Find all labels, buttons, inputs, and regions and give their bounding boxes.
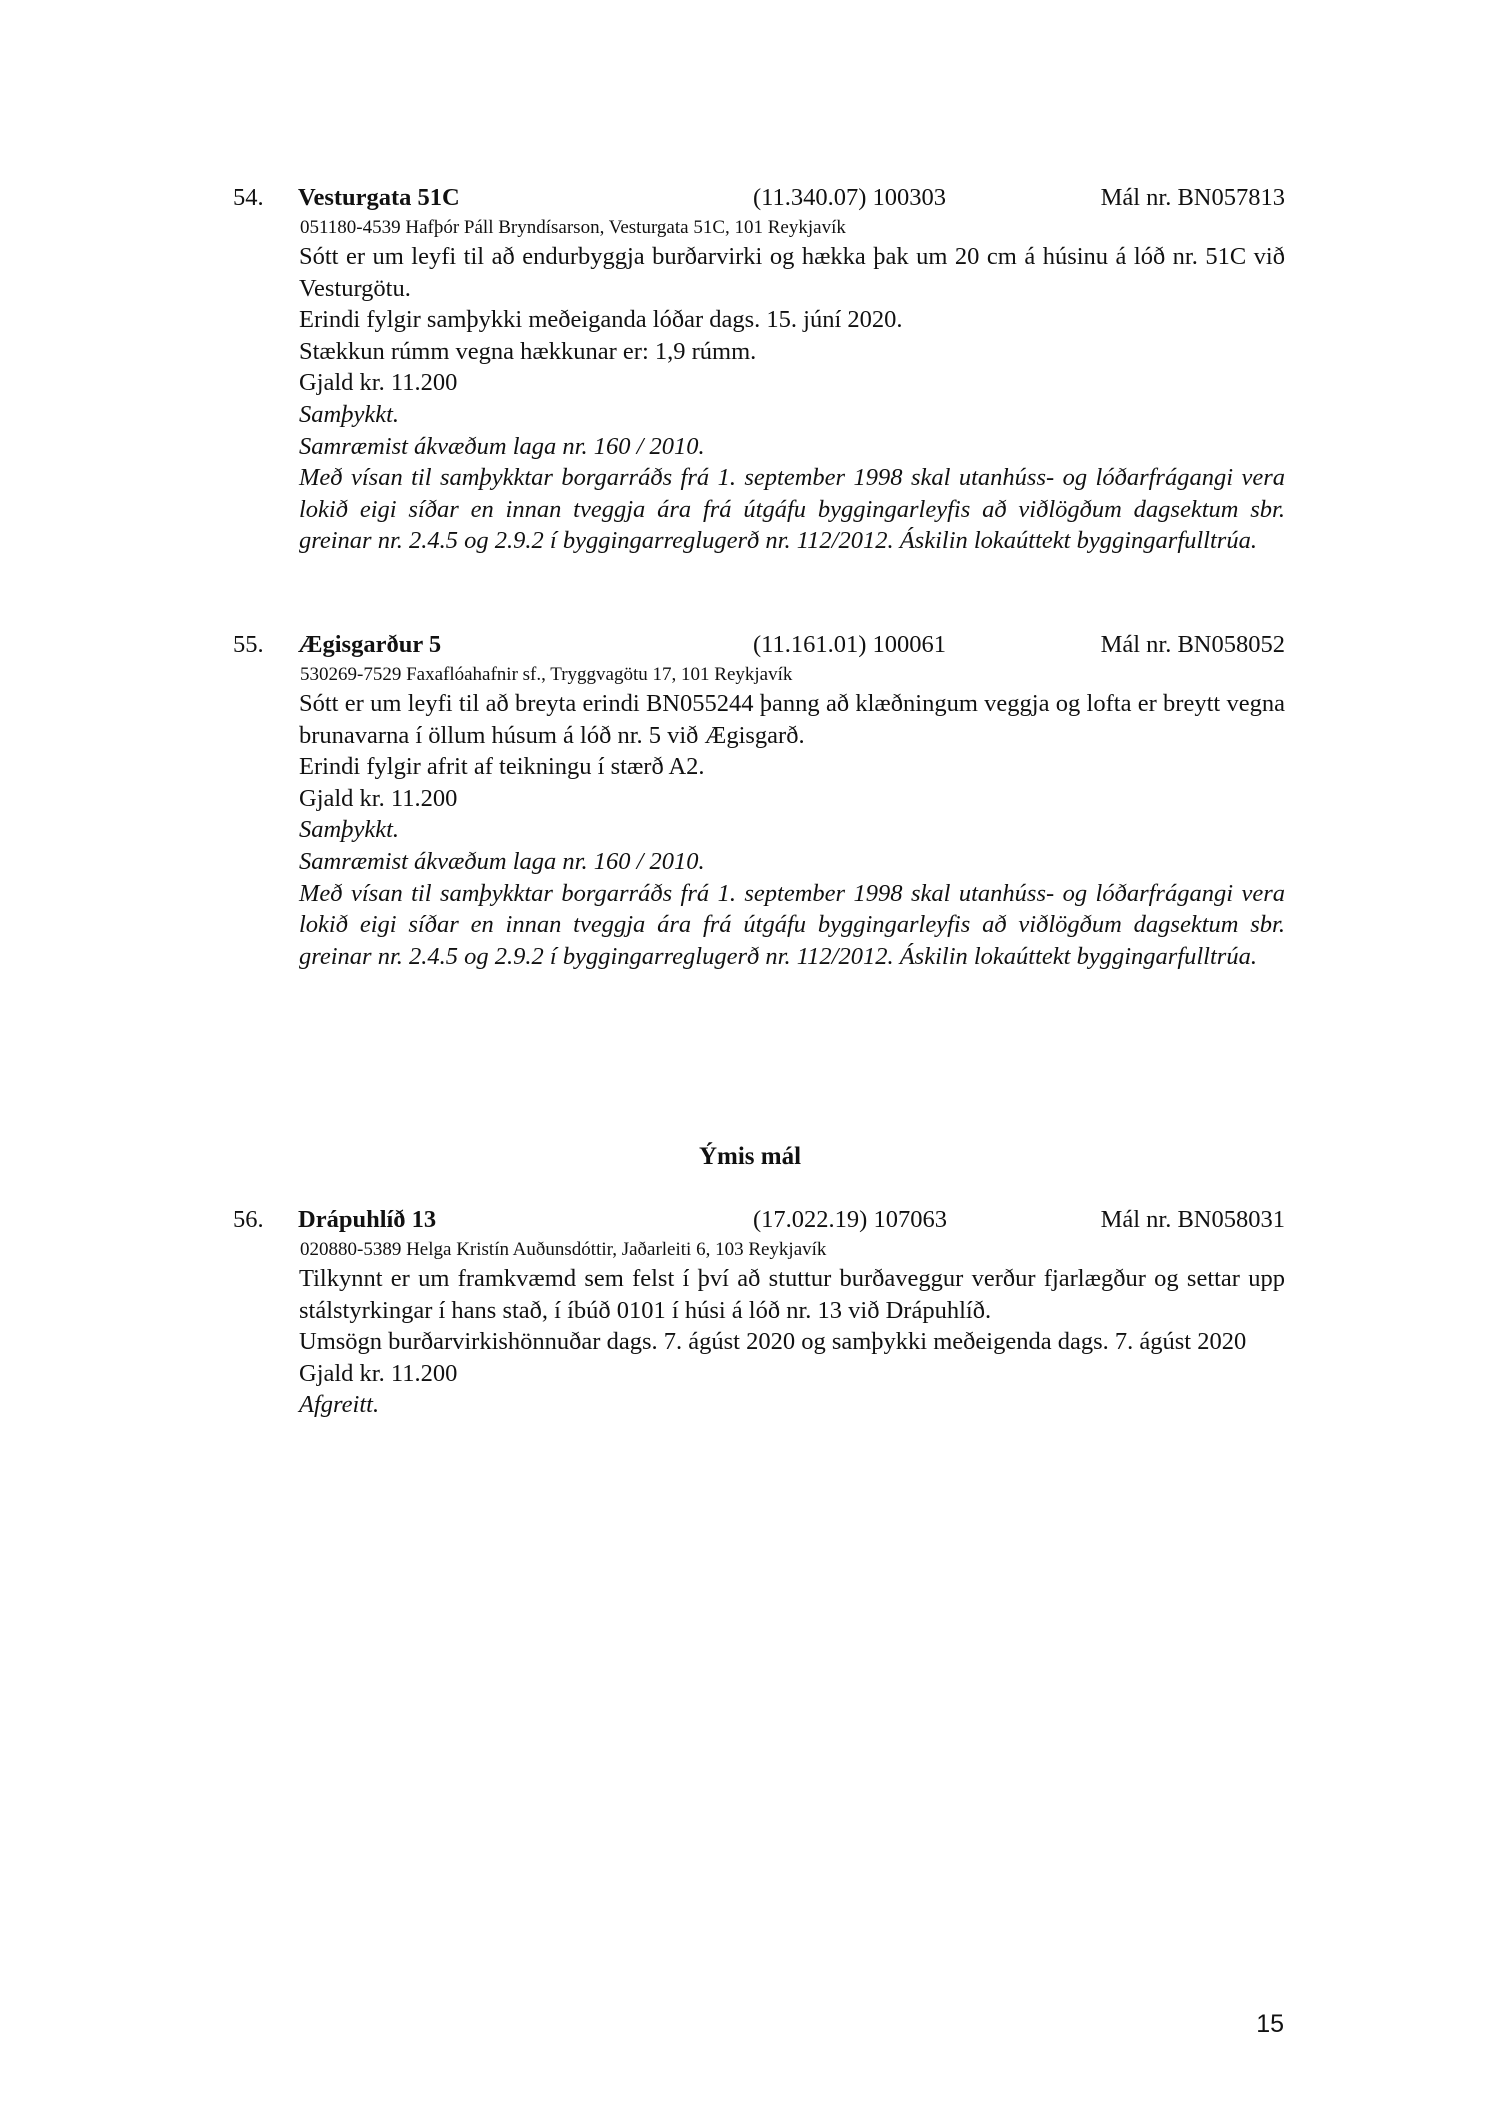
case-decision: Samþykkt.: [299, 400, 399, 428]
case-conditions: Með vísan til samþykktar borgarráðs frá 1. september 1998 skal utanhúss- og lóðarfrágangi vera lokið eigi síðar en innan tveggja ára frá útgáfu byggingarleyfis að viðlögðum dagsektum sbr. greinar nr. 2.4.5 og 2.9.2 í byggingarreglugerð nr. 112/2012. Áskilin lokaúttekt byggingarfulltrúa.: [299, 879, 1285, 970]
case-enlargement: Stækkun rúmm vegna hækkunar er: 1,9 rúmm.: [299, 337, 757, 365]
case-parcel-id: (11.161.01) 100061: [753, 631, 947, 658]
case-number: 56.: [233, 1206, 264, 1233]
case-applicant: 051180-4539 Hafþór Páll Bryndísarson, Vesturgata 51C, 101 Reykjavík: [300, 217, 846, 238]
case-address: Drápuhlíð 13: [298, 1206, 437, 1233]
case-law-conformity: Samræmist ákvæðum laga nr. 160 / 2010.: [299, 432, 705, 460]
case-header: [233, 181, 1285, 215]
case-54: [233, 181, 1285, 557]
case-parcel-id: (17.022.19) 107063: [753, 1206, 947, 1233]
case-fee: Gjald kr. 11.200: [299, 1359, 458, 1387]
case-56: [233, 1203, 1285, 1421]
case-decision: Samþykkt.: [299, 816, 399, 844]
case-body: [299, 241, 1285, 557]
case-address: Ægisgarður 5: [298, 631, 442, 658]
case-number: 54.: [233, 184, 264, 211]
case-fee: Gjald kr. 11.200: [299, 784, 458, 812]
case-header: [233, 628, 1285, 662]
case-description: Sótt er um leyfi til að endurbyggja burðarvirki og hækka þak um 20 cm á húsinu á lóð nr. 51C við Vesturgötu.: [299, 243, 1285, 302]
case-description: Sótt er um leyfi til að breyta erindi BN055244 þanng að klæðningum veggja og lofta er breytt vegna brunavarna í öllum húsum á lóð nr. 5 við Ægisgarð.: [299, 690, 1285, 749]
section-heading: Ýmis mál: [698, 1143, 802, 1170]
case-applicant: 530269-7529 Faxaflóahafnir sf., Tryggvagötu 17, 101 Reykjavík: [300, 664, 793, 685]
case-address: Vesturgata 51C: [298, 184, 460, 211]
case-applicant: 020880-5389 Helga Kristín Auðunsdóttir, Jaðarleiti 6, 103 Reykjavík: [300, 1239, 827, 1260]
case-body: [299, 1263, 1285, 1421]
page-number: 15: [1256, 2010, 1284, 2038]
case-reference: Mál nr. BN058052: [1100, 631, 1285, 658]
case-fee: Gjald kr. 11.200: [299, 369, 458, 397]
case-attachments: Umsögn burðarvirkishönnuðar dags. 7. ágúst 2020 og samþykki meðeigenda dags. 7. ágúst 2020: [299, 1328, 1247, 1356]
case-decision: Afgreitt.: [299, 1391, 380, 1419]
case-55: [233, 628, 1285, 972]
case-reference: Mál nr. BN057813: [1100, 184, 1285, 211]
case-conditions: Með vísan til samþykktar borgarráðs frá 1. september 1998 skal utanhúss- og lóðarfrágangi vera lokið eigi síðar en innan tveggja ára frá útgáfu byggingarleyfis að viðlögðum dagsektum sbr. greinar nr. 2.4.5 og 2.9.2 í byggingarreglugerð nr. 112/2012. Áskilin lokaúttekt byggingarfulltrúa.: [299, 464, 1285, 555]
case-law-conformity: Samræmist ákvæðum laga nr. 160 / 2010.: [299, 847, 705, 875]
case-attachments: Erindi fylgir afrit af teikningu í stærð A2.: [299, 753, 705, 781]
case-body: [299, 688, 1285, 972]
case-header: [233, 1203, 1285, 1237]
case-attachments: Erindi fylgir samþykki meðeiganda lóðar dags. 15. júní 2020.: [299, 306, 903, 334]
case-description: Tilkynnt er um framkvæmd sem felst í því að stuttur burðaveggur verður fjarlægður og settar upp stálstyrkingar í hans stað, í íbúð 0101 í húsi á lóð nr. 13 við Drápuhlíð.: [299, 1265, 1285, 1324]
case-reference: Mál nr. BN058031: [1100, 1206, 1285, 1233]
case-parcel-id: (11.340.07) 100303: [753, 184, 947, 211]
case-number: 55.: [233, 631, 264, 658]
